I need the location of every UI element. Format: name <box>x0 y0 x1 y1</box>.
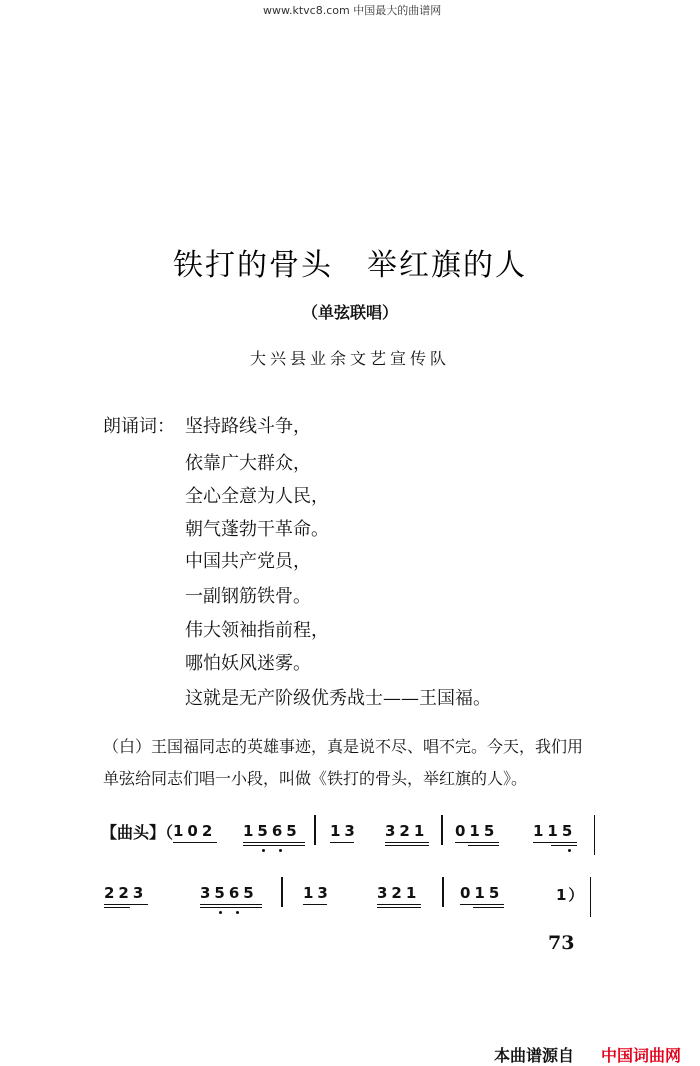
underline <box>385 845 429 846</box>
poem-line: 全心全意为人民， <box>185 486 329 507</box>
underline <box>473 907 504 908</box>
notation-group: 321 <box>385 822 429 840</box>
bar-line <box>590 877 591 917</box>
underline <box>243 842 305 843</box>
poem-line: 哪怕妖风迷雾。 <box>185 653 311 674</box>
author: 大兴县业余文艺宣传队 <box>249 349 450 368</box>
poem-line: 伟大领袖指前程， <box>185 620 329 641</box>
title-part-1: 铁打的骨头 <box>173 248 333 283</box>
underline <box>468 845 499 846</box>
octave-dot <box>568 849 571 852</box>
bar-line <box>314 815 316 845</box>
underline <box>104 904 148 905</box>
bar-line <box>441 815 443 845</box>
notation-group: 13 <box>303 884 332 902</box>
section-label: 【曲头】（ <box>101 823 174 842</box>
notation-group: 015 <box>460 884 504 902</box>
poem-line: 一副钢筋铁骨。 <box>185 586 311 607</box>
underline <box>377 907 421 908</box>
bar-line <box>594 815 595 855</box>
notation-group: 3565 <box>200 884 258 902</box>
poem-line: 坚持路线斗争， <box>185 416 311 437</box>
page-number: 73 <box>548 932 575 954</box>
underline <box>330 842 354 843</box>
page-title <box>0 240 700 284</box>
underline <box>173 842 217 843</box>
notation-group: 1565 <box>243 822 301 840</box>
poem-line: 依靠广大群众， <box>185 453 311 474</box>
notation-group: 13 <box>330 822 359 840</box>
notation-group: 015 <box>455 822 499 840</box>
underline <box>303 904 327 905</box>
narration-line: 单弦给同志们唱一小段，叫做《铁打的骨头，举红旗的人》。 <box>103 769 528 788</box>
notation-group: 321 <box>377 884 421 902</box>
notation-group: 223 <box>104 884 148 902</box>
underline <box>377 904 421 905</box>
underline <box>243 845 305 846</box>
underline <box>455 842 499 843</box>
poem-line: 中国共产党员， <box>185 551 311 572</box>
octave-dot <box>219 911 222 914</box>
notation-group: 102 <box>173 822 217 840</box>
notation-group: 115 <box>533 822 577 840</box>
octave-dot <box>279 849 282 852</box>
bar-line <box>281 877 283 907</box>
underline <box>551 845 577 846</box>
poem-line: 朝气蓬勃干革命。 <box>185 519 329 540</box>
underline <box>200 904 262 905</box>
narration-line: （白）王国福同志的英雄事迹，真是说不尽、唱不完。今天，我们用 <box>103 737 584 756</box>
watermark-url: www.ktvc8.com 中国最大的曲谱网 <box>263 4 442 17</box>
underline <box>533 842 577 843</box>
footer-source-label: 本曲谱源自 <box>494 1046 575 1065</box>
bar-line <box>442 877 444 907</box>
underline <box>200 907 262 908</box>
notation-group: 1） <box>556 886 586 904</box>
recitation-label: 朗诵词： <box>103 416 175 437</box>
underline <box>104 907 130 908</box>
title-part-2: 举红旗的人 <box>367 248 527 283</box>
subtitle: （单弦联唱） <box>301 303 398 322</box>
footer-site-name: 中国词曲网 <box>601 1046 682 1065</box>
octave-dot <box>262 849 265 852</box>
underline <box>460 904 504 905</box>
octave-dot <box>236 911 239 914</box>
underline <box>385 842 429 843</box>
poem-line: 这就是无产阶级优秀战士——王国福。 <box>185 688 491 709</box>
